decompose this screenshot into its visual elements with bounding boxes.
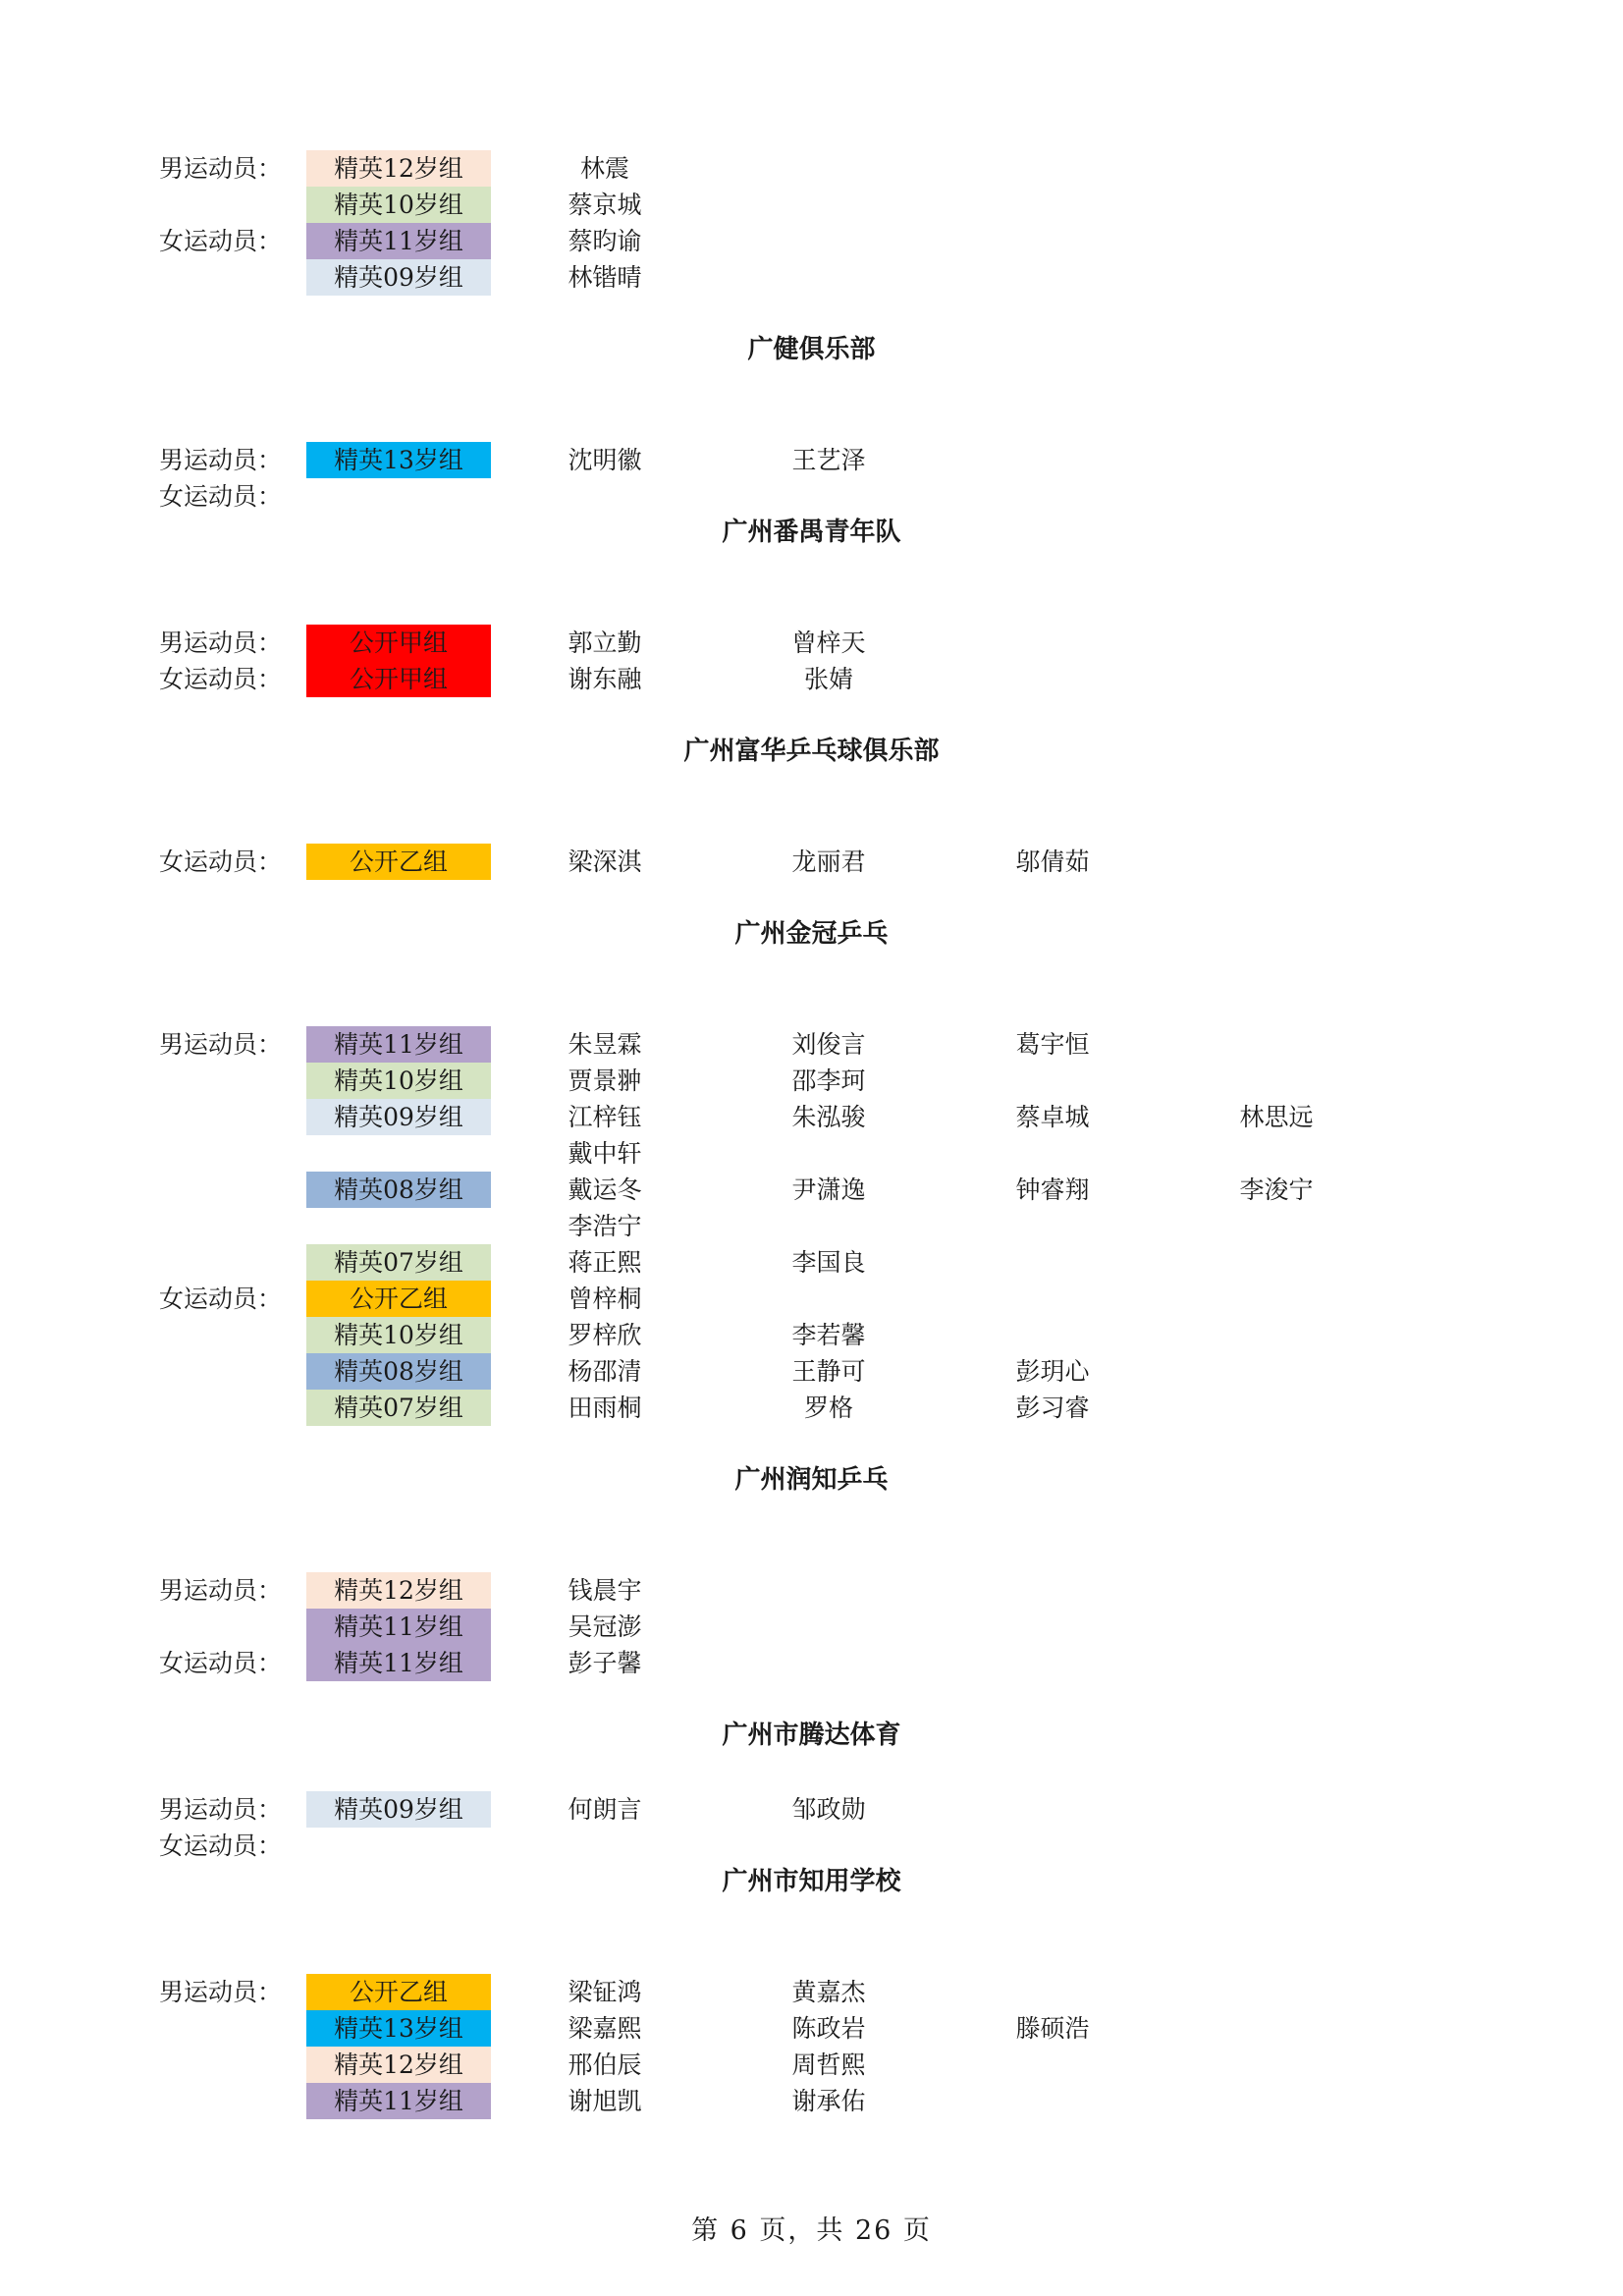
gender-label: 女运动员：: [159, 847, 283, 876]
gender-label: 女运动员：: [159, 482, 283, 511]
athlete-name: 蔡昀谕: [568, 227, 642, 255]
athlete-name: 曾梓桐: [568, 1285, 642, 1313]
category-label: 精英11岁组: [306, 1026, 491, 1063]
athlete-name: 葛宇恒: [1015, 1030, 1090, 1059]
gender-label: 女运动员：: [159, 1285, 283, 1313]
athlete-name: 邹政勋: [791, 1795, 866, 1824]
list-item: [0, 1645, 1623, 1681]
list-item: [0, 2010, 1623, 2047]
gender-label: 男运动员：: [159, 1978, 283, 2006]
athlete-name: 梁深淇: [568, 847, 642, 876]
athlete-name: 滕硕浩: [1015, 2014, 1090, 2043]
list-item: [0, 1026, 1623, 1063]
athlete-name: 钟睿翔: [1015, 1175, 1090, 1204]
category-label: 精英13岁组: [306, 442, 491, 478]
list-item: [0, 1828, 1623, 1864]
athlete-name: 吴冠澎: [568, 1613, 642, 1641]
athlete-name: 蒋正熙: [568, 1248, 642, 1277]
athlete-name: 罗格: [803, 1394, 853, 1422]
gender-label: 男运动员：: [159, 629, 283, 657]
athlete-name: 戴运冬: [568, 1175, 642, 1204]
athlete-name: 谢东融: [568, 665, 642, 693]
athlete-name: 戴中轩: [568, 1139, 642, 1168]
athlete-name: 刘俊言: [791, 1030, 866, 1059]
gender-label: 男运动员：: [159, 1030, 283, 1059]
athlete-name: 蔡卓城: [1015, 1103, 1090, 1131]
athlete-name: 陈政岩: [791, 2014, 866, 2043]
club-title: 广州富华乒乓球俱乐部: [683, 737, 940, 766]
athlete-name: 李浩宁: [568, 1212, 642, 1240]
list-item: [0, 1281, 1623, 1317]
athlete-name: 彭玥心: [1015, 1357, 1090, 1386]
gender-label: 男运动员：: [159, 446, 283, 474]
club-title: 广州金冠乒乓: [734, 919, 889, 949]
list-item: [0, 1208, 1623, 1244]
athlete-name: 梁钲鸿: [568, 1978, 642, 2006]
list-item: [0, 2047, 1623, 2083]
list-item: [0, 1063, 1623, 1099]
athlete-name: 邵李珂: [791, 1066, 866, 1095]
athlete-name: 彭子馨: [568, 1649, 642, 1677]
athlete-name: 罗梓欣: [568, 1321, 642, 1349]
athlete-name: 邬倩茹: [1015, 847, 1090, 876]
club-title: 广健俱乐部: [747, 335, 876, 364]
athlete-name: 黄嘉杰: [791, 1978, 866, 2006]
category-label: 精英10岁组: [306, 1063, 491, 1099]
category-label: 精英12岁组: [306, 2047, 491, 2083]
category-label: 公开乙组: [306, 1281, 491, 1317]
list-item: [0, 187, 1623, 223]
category-label: 精英11岁组: [306, 223, 491, 259]
club-title: 广州市腾达体育: [722, 1721, 901, 1750]
list-item: [0, 1244, 1623, 1281]
list-item: [0, 1353, 1623, 1390]
gender-label: 女运动员：: [159, 1649, 283, 1677]
athlete-name: 邢伯辰: [568, 2050, 642, 2079]
athlete-name: 张婧: [803, 665, 853, 693]
athlete-name: 朱泓骏: [791, 1103, 866, 1131]
athlete-name: 李国良: [791, 1248, 866, 1277]
athlete-name: 李浚宁: [1239, 1175, 1314, 1204]
athlete-name: 贾景翀: [568, 1066, 642, 1095]
category-label: 精英09岁组: [306, 1099, 491, 1135]
category-label: 公开甲组: [306, 625, 491, 661]
club-title: 广州润知乒乓: [734, 1465, 889, 1495]
list-item: [0, 1172, 1623, 1208]
category-label: 精英10岁组: [306, 187, 491, 223]
athlete-name: 杨邵清: [568, 1357, 642, 1386]
category-label: 精英07岁组: [306, 1390, 491, 1426]
list-item: [0, 1974, 1623, 2010]
list-item: [0, 223, 1623, 259]
athlete-name: 钱晨宇: [568, 1576, 642, 1605]
category-label: 精英11岁组: [306, 2083, 491, 2119]
athlete-name: 田雨桐: [568, 1394, 642, 1422]
athlete-name: 林思远: [1239, 1103, 1314, 1131]
gender-label: 女运动员：: [159, 227, 283, 255]
athlete-name: 林锴晴: [568, 263, 642, 292]
page-number: 第 6 页，共 26 页: [691, 2215, 932, 2246]
club-title: 广州市知用学校: [722, 1867, 901, 1896]
gender-label: 男运动员：: [159, 1576, 283, 1605]
athlete-name: 林震: [579, 154, 629, 183]
gender-label: 男运动员：: [159, 1795, 283, 1824]
athlete-name: 王静可: [791, 1357, 866, 1386]
list-item: [0, 442, 1623, 478]
athlete-name: 周哲熙: [791, 2050, 866, 2079]
athlete-name: 沈明徽: [568, 446, 642, 474]
athlete-name: 郭立勤: [568, 629, 642, 657]
list-item: [0, 625, 1623, 661]
athlete-name: 谢承佑: [791, 2087, 866, 2115]
gender-label: 男运动员：: [159, 154, 283, 183]
athlete-name: 龙丽君: [791, 847, 866, 876]
category-label: 精英11岁组: [306, 1609, 491, 1645]
athlete-name: 梁嘉熙: [568, 2014, 642, 2043]
list-item: [0, 1572, 1623, 1609]
category-label: 精英13岁组: [306, 2010, 491, 2047]
category-label: 公开甲组: [306, 661, 491, 697]
athlete-name: 蔡京城: [568, 191, 642, 219]
list-item: [0, 259, 1623, 296]
category-label: 精英09岁组: [306, 1791, 491, 1828]
list-item: [0, 1609, 1623, 1645]
athlete-name: 李若馨: [791, 1321, 866, 1349]
athlete-name: 谢旭凯: [568, 2087, 642, 2115]
club-title: 广州番禺青年队: [722, 518, 901, 547]
category-label: 精英08岁组: [306, 1172, 491, 1208]
list-item: [0, 1317, 1623, 1353]
list-item: [0, 1791, 1623, 1828]
category-label: 精英07岁组: [306, 1244, 491, 1281]
list-item: [0, 2083, 1623, 2119]
list-item: [0, 1390, 1623, 1426]
list-item: [0, 1099, 1623, 1135]
category-label: 精英12岁组: [306, 150, 491, 187]
athlete-name: 彭习睿: [1015, 1394, 1090, 1422]
gender-label: 女运动员：: [159, 1831, 283, 1860]
athlete-name: 尹潇逸: [791, 1175, 866, 1204]
list-item: [0, 478, 1623, 515]
list-item: [0, 150, 1623, 187]
category-label: 公开乙组: [306, 1974, 491, 2010]
category-label: 精英08岁组: [306, 1353, 491, 1390]
athlete-name: 曾梓天: [791, 629, 866, 657]
category-label: 精英11岁组: [306, 1645, 491, 1681]
category-label: 精英10岁组: [306, 1317, 491, 1353]
list-item: [0, 1135, 1623, 1172]
athlete-name: 江梓钰: [568, 1103, 642, 1131]
list-item: [0, 661, 1623, 697]
gender-label: 女运动员：: [159, 665, 283, 693]
athlete-name: 王艺泽: [791, 446, 866, 474]
category-label: 精英09岁组: [306, 259, 491, 296]
athlete-name: 何朗言: [568, 1795, 642, 1824]
category-label: 公开乙组: [306, 844, 491, 880]
list-item: [0, 844, 1623, 880]
category-label: 精英12岁组: [306, 1572, 491, 1609]
athlete-name: 朱昱霖: [568, 1030, 642, 1059]
